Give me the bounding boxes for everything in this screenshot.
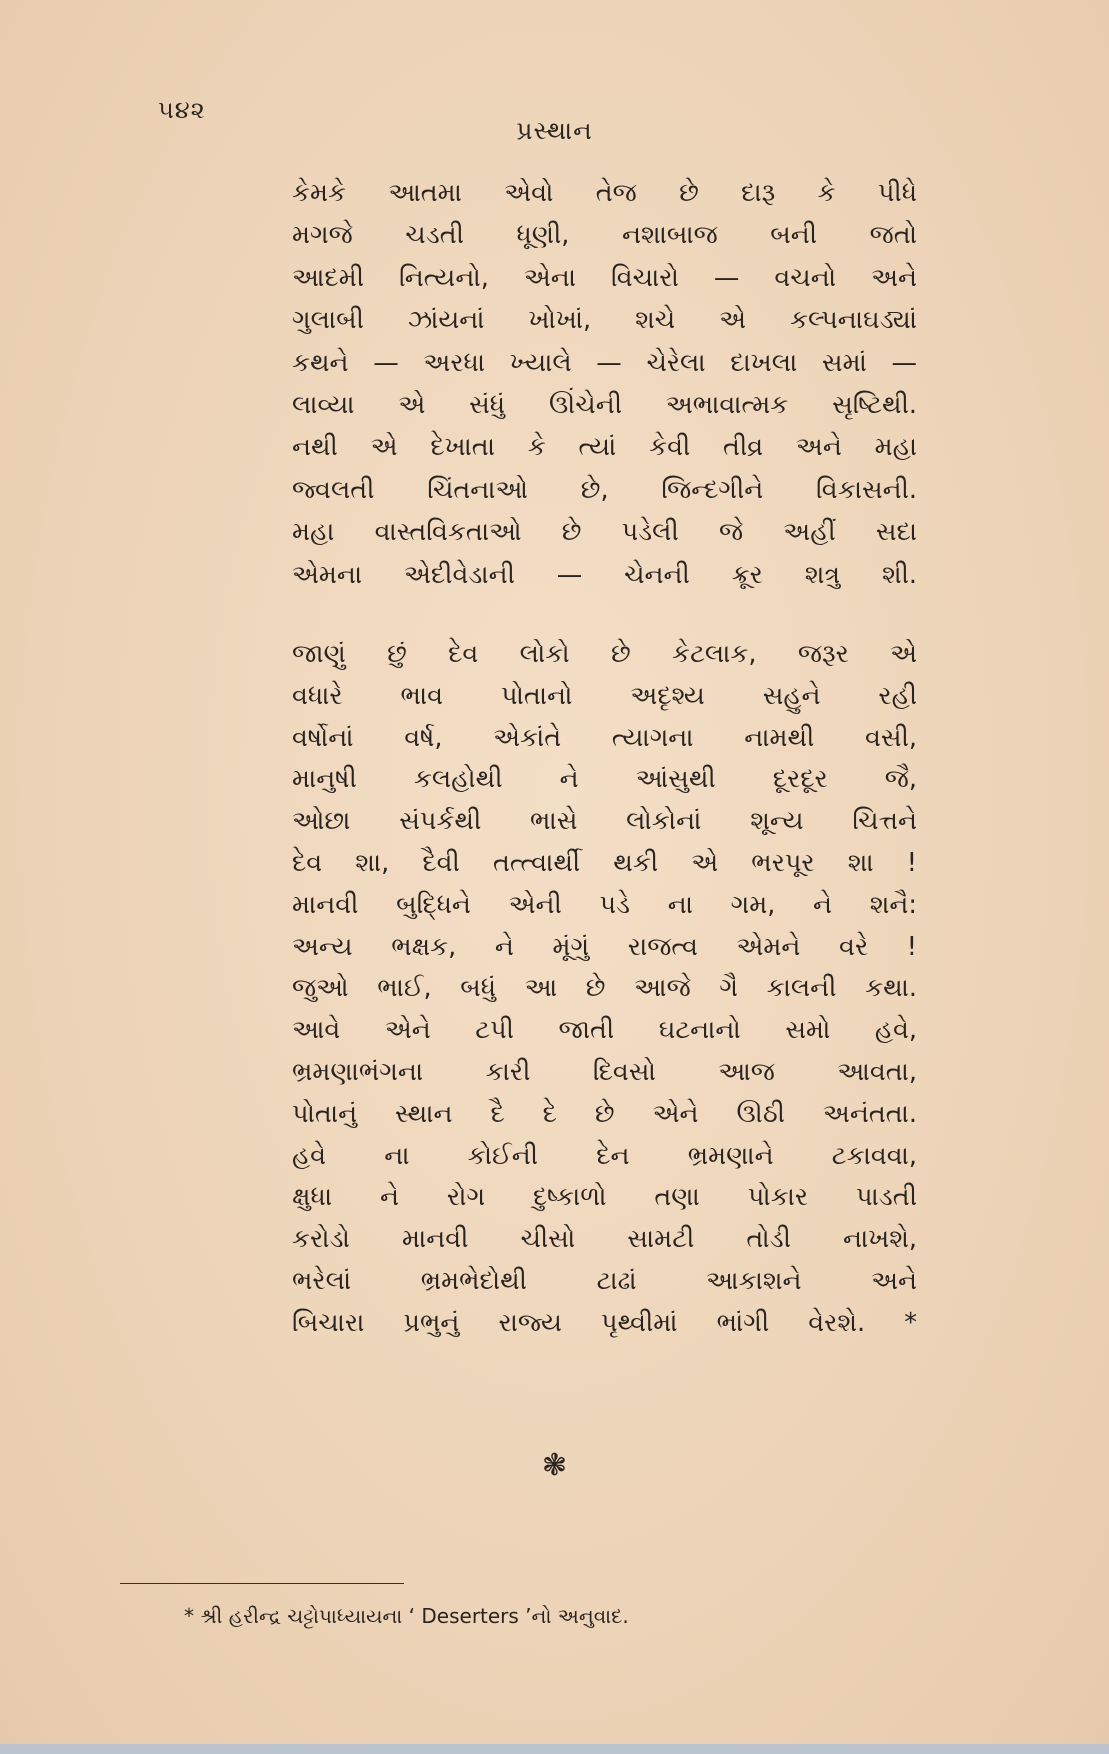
poem-line: ભરેલાં ભ્રમભેદોથી ટાઢાં આકાશને અને — [292, 1265, 917, 1296]
poem-line: કથને — અરધા ખ્યાલે — ચેરેલા દાખલા સમાં — — [292, 347, 917, 378]
poem-line: બિચારા પ્રભુનું રાજ્ય પૃથ્વીમાં ભાંગી વેરશે. * — [292, 1307, 917, 1338]
poem-stanza-1 — [292, 172, 917, 596]
footnote-divider — [120, 1583, 404, 1584]
poem-line: કરોડો માનવી ચીસો સામટી તોડી નાખશે, — [292, 1224, 917, 1255]
poem-stanza-2 — [292, 634, 917, 1345]
running-title: પ્રસ્થાન — [516, 116, 593, 145]
flower-ornament-icon: ❃ — [541, 1448, 568, 1483]
poem-line: ઓછા સંપર્કથી ભાસે લોકોનાં શૂન્ય ચિત્તને — [292, 806, 917, 837]
poem-line: કેમકે આતમા એવો તેજ છે દારૂ કે પીધે — [292, 178, 917, 208]
poem-line: ક્ષુધા ને રોગ દુષ્કાળો તણા પોકાર પાડતી — [292, 1182, 917, 1213]
poem-line: ગુલાબી ઝાંયનાં ખોખાં, શચે એ કલ્પનાઘડ્યાં — [292, 305, 917, 336]
footnote: * શ્રી હરીન્દ્ર ચટ્ટોપાધ્યાયના ‘ Deserters ’નો અનુવાદ. — [184, 1604, 629, 1628]
poem-line: જ્વલતી ચિંતનાઓ છે, જિન્દગીને વિકાસની. — [292, 474, 917, 505]
poem-line: ભ્રમણાભંગના કારી દિવસો આજ આવતા, — [292, 1056, 917, 1087]
poem-line: આવે એને ટપી જાતી ઘટનાનો સમો હવે, — [292, 1015, 917, 1046]
poem-line: માનુષી કલહોથી ને આંસુથી દૂરદૂર જૈ, — [292, 764, 917, 795]
poem-line: હવે ના કોઈની દેન ભ્રમણાને ટકાવવા, — [292, 1140, 917, 1171]
poem-line: જુઓ ભાઈ, બધું આ છે આજે ગૈ કાલની કથા. — [292, 973, 917, 1004]
poem-line: વર્ષોનાં વર્ષ, એકાંતે ત્યાગના નામથી વસી, — [292, 722, 917, 753]
page-bottom-edge — [0, 1744, 1109, 1754]
poem-line: નથી એ દેખાતા કે ત્યાં કેવી તીવ્ર અને મહા — [292, 432, 917, 463]
poem-line: અન્ય ભક્ષક, ને મૂંગું રાજત્વ એમને વરે ! — [292, 931, 917, 962]
poem-line: મગજે ચડતી ધૂણી, નશાબાજ બની જતો — [292, 220, 917, 251]
page-number: ૫૪૨ — [158, 96, 206, 124]
poem-line: વધારે ભાવ પોતાનો અદૃશ્ય સહુને રહી — [292, 680, 917, 711]
poem-line: માનવી બુદ્ધિને એની પડે ના ગમ, ને શનૈ: — [292, 889, 917, 920]
poem-line: એમના એદીવેડાની — ચેનની ક્રૂર શત્રુ શી. — [292, 559, 917, 590]
poem-line: આદમી નિત્યનો, એના વિચારો — વચનો અને — [292, 262, 917, 293]
poem-line: જાણું છું દેવ લોકો છે કેટલાક, જરૂર એ — [292, 639, 917, 669]
poem-line: મહા વાસ્તવિકતાઓ છે પડેલી જે અહીં સદા — [292, 517, 917, 548]
poem-line: પોતાનું સ્થાન દૈ દે છે એને ઊઠી અનંતતા. — [292, 1098, 917, 1129]
poem-line: લાવ્યા એ સંધું ઊંચેની અભાવાત્મક સૃષ્ટિથી. — [292, 389, 917, 420]
poem-line: દેવ શા, દૈવી તત્ત્વાર્થી થકી એ ભરપૂર શા ! — [292, 847, 917, 878]
